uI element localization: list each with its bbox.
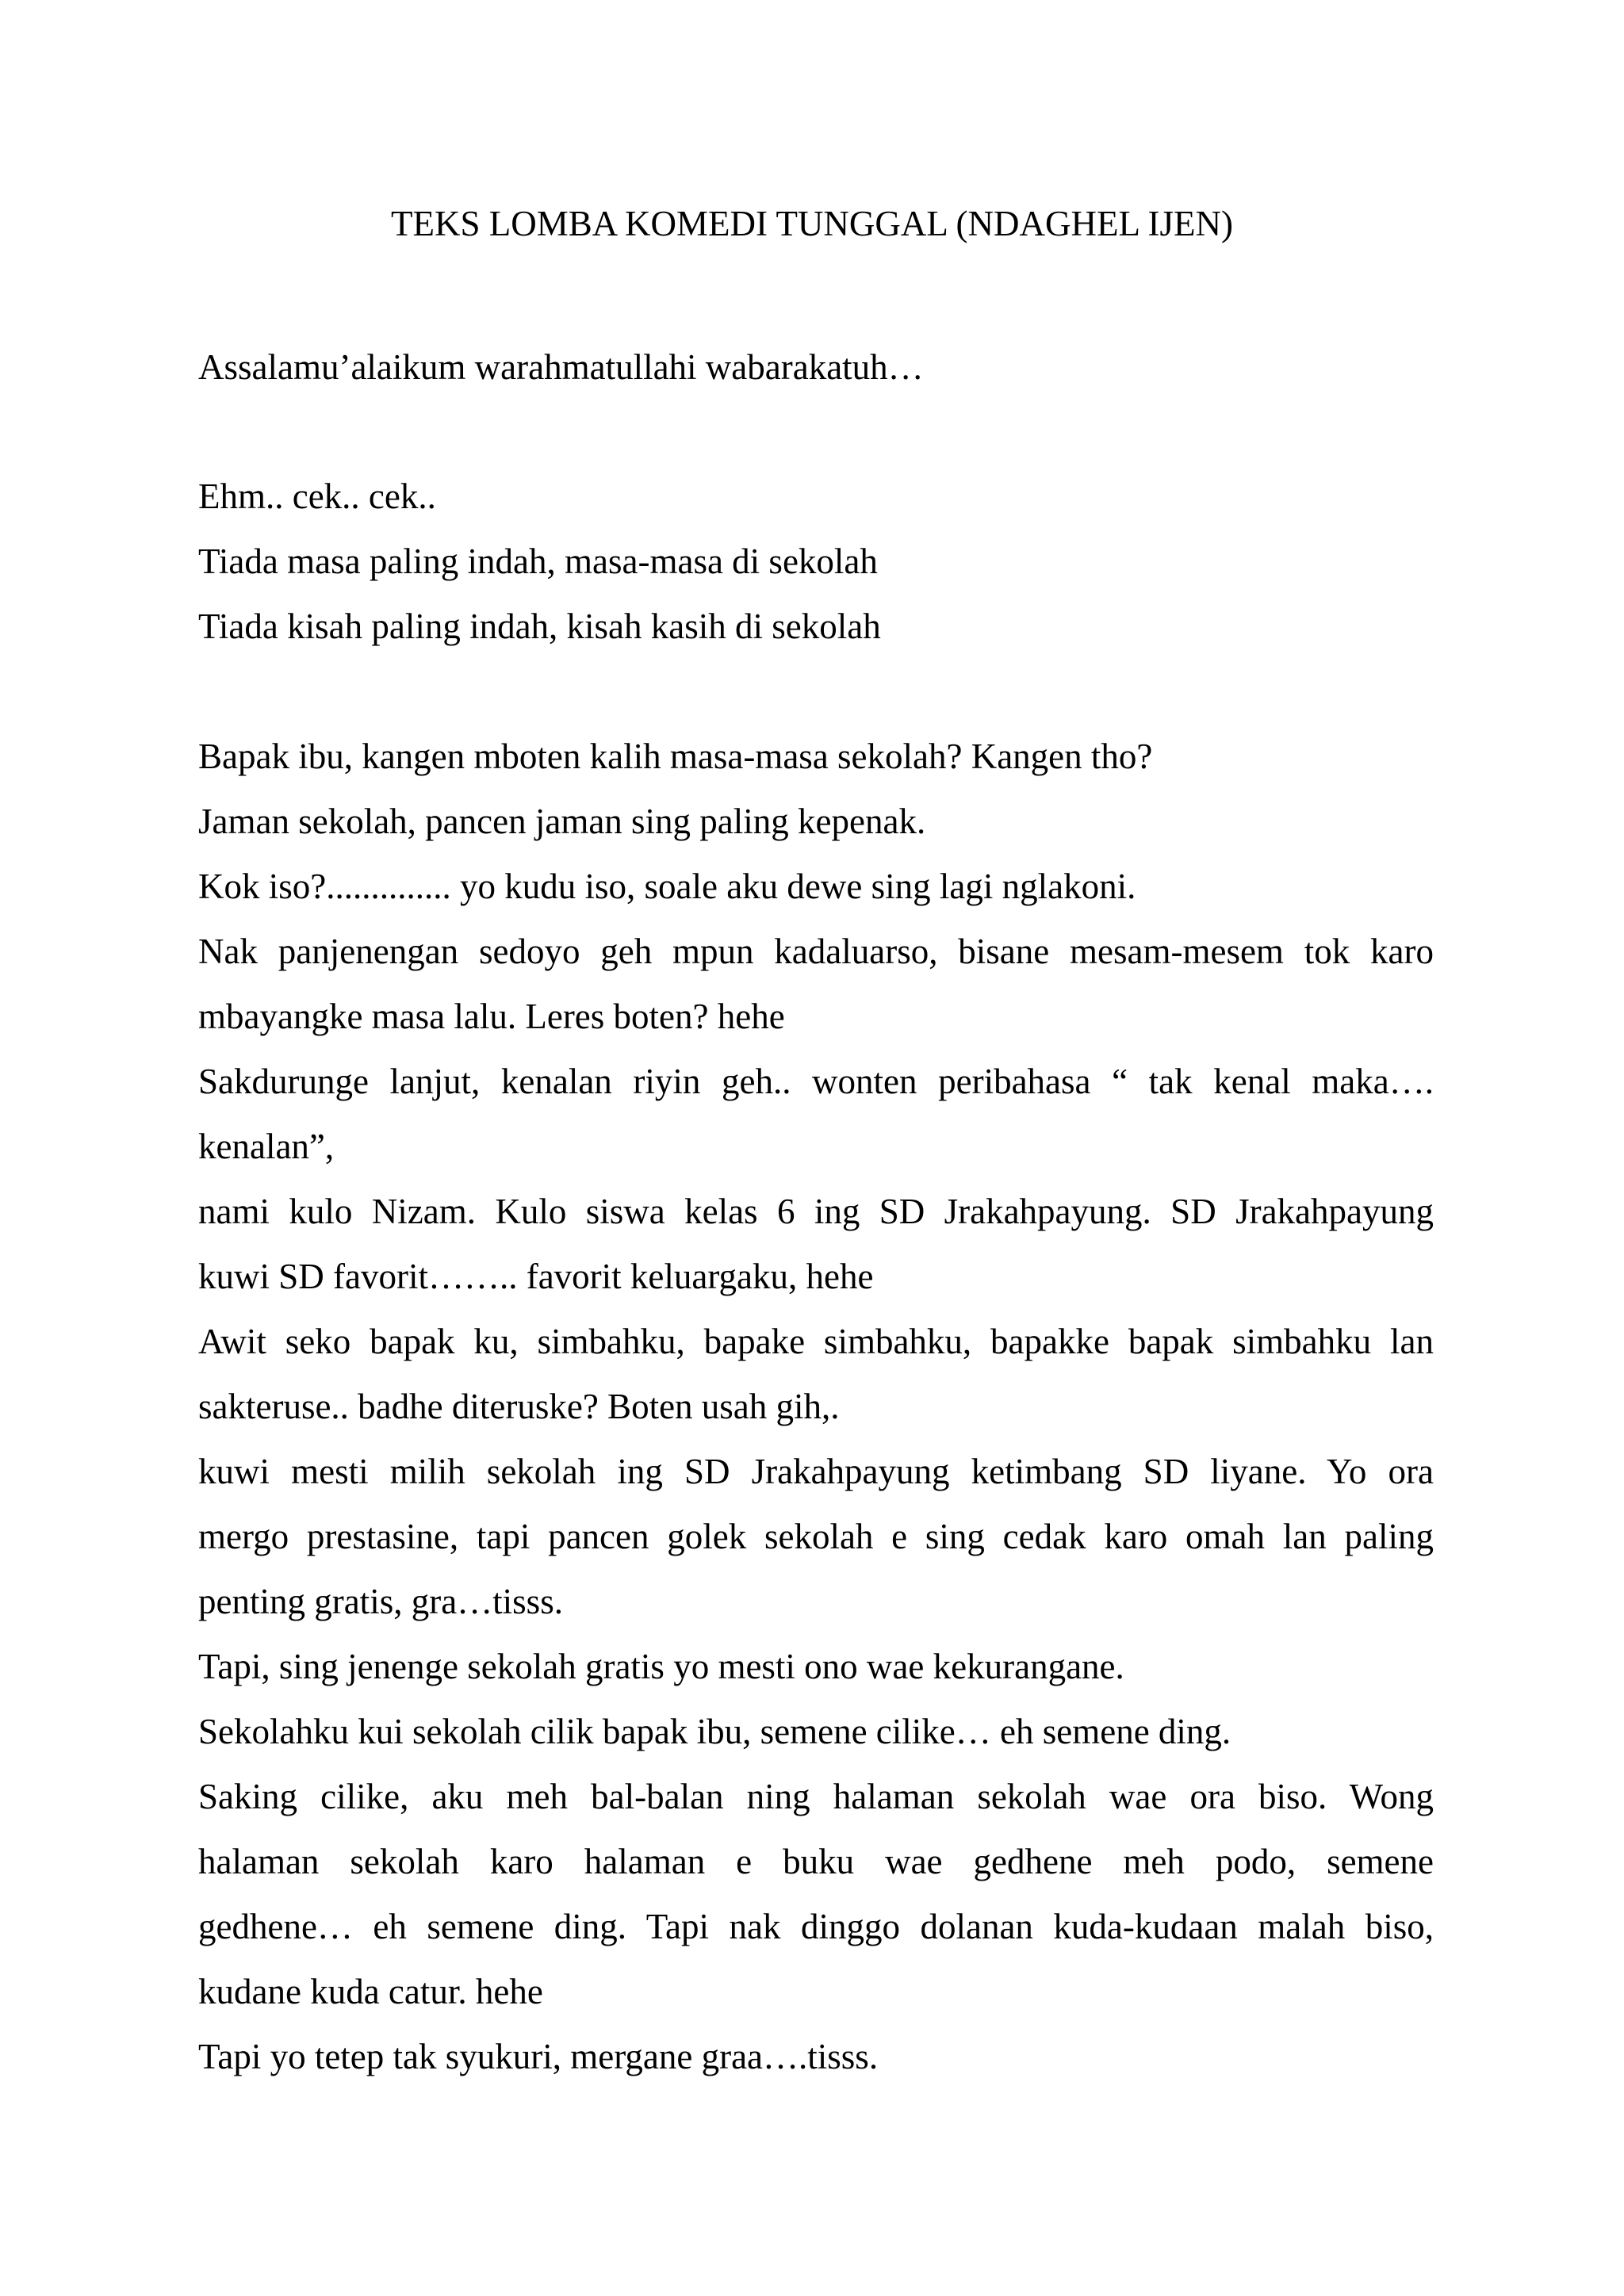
text-line: kudane kuda catur. hehe xyxy=(198,1972,543,2011)
body-paragraph xyxy=(198,724,1434,2089)
text-line: kuwi SD favorit…….. favorit keluargaku, hehe xyxy=(198,1257,874,1296)
text-line: Ehm.. cek.. cek.. xyxy=(198,476,436,516)
text-line: halaman sekolah karo halaman e buku wae gedhene meh podo, semene xyxy=(198,1842,1434,1881)
text-line: Kok iso?.............. yo kudu iso, soale aku dewe sing lagi nglakoni. xyxy=(198,867,1136,906)
text-line: Bapak ibu, kangen mboten kalih masa-masa sekolah? Kangen tho? xyxy=(198,737,1153,776)
greeting-paragraph xyxy=(198,335,1434,400)
text-line: kuwi mesti milih sekolah ing SD Jrakahpayung ketimbang SD liyane. Yo ora xyxy=(198,1452,1434,1491)
text-line: penting gratis, gra…tisss. xyxy=(198,1582,563,1621)
text-line: Saking cilike, aku meh bal-balan ning halaman sekolah wae ora biso. Wong xyxy=(198,1777,1434,1816)
text-line: mergo prestasine, tapi pancen golek sekolah e sing cedak karo omah lan paling xyxy=(198,1517,1434,1556)
greeting-line: Assalamu’alaikum warahmatullahi wabarakatuh… xyxy=(198,347,924,387)
text-line: Awit seko bapak ku, simbahku, bapake simbahku, bapakke bapak simbahku lan xyxy=(198,1322,1434,1361)
text-line: sakteruse.. badhe diteruske? Boten usah gih,. xyxy=(198,1387,840,1426)
text-line: kenalan”, xyxy=(198,1127,335,1166)
text-line: Tiada kisah paling indah, kisah kasih di sekolah xyxy=(198,607,881,646)
text-line: Jaman sekolah, pancen jaman sing paling kepenak. xyxy=(198,802,926,841)
text-line: Tapi, sing jenenge sekolah gratis yo mesti ono wae kekurangane. xyxy=(198,1647,1124,1686)
text-line: mbayangke masa lalu. Leres boten? hehe xyxy=(198,997,785,1036)
text-line: Nak panjenengan sedoyo geh mpun kadaluarso, bisane mesam-mesem tok karo xyxy=(198,932,1434,971)
opening-paragraph xyxy=(198,464,1434,659)
text-line: Sakdurunge lanjut, kenalan riyin geh.. wonten peribahasa “ tak kenal maka…. xyxy=(198,1062,1434,1101)
text-line: gedhene… eh semene ding. Tapi nak dinggo dolanan kuda-kudaan malah biso, xyxy=(198,1907,1434,1946)
text-line: Tapi yo tetep tak syukuri, mergane graa….tisss. xyxy=(198,2037,879,2076)
text-line: Tiada masa paling indah, masa-masa di sekolah xyxy=(198,541,878,581)
text-line: Sekolahku kui sekolah cilik bapak ibu, semene cilike… eh semene ding. xyxy=(198,1712,1231,1751)
document-title: TEKS LOMBA KOMEDI TUNGGAL (NDAGHEL IJEN) xyxy=(391,204,1233,243)
text-line: nami kulo Nizam. Kulo siswa kelas 6 ing SD Jrakahpayung. SD Jrakahpayung xyxy=(198,1192,1434,1231)
